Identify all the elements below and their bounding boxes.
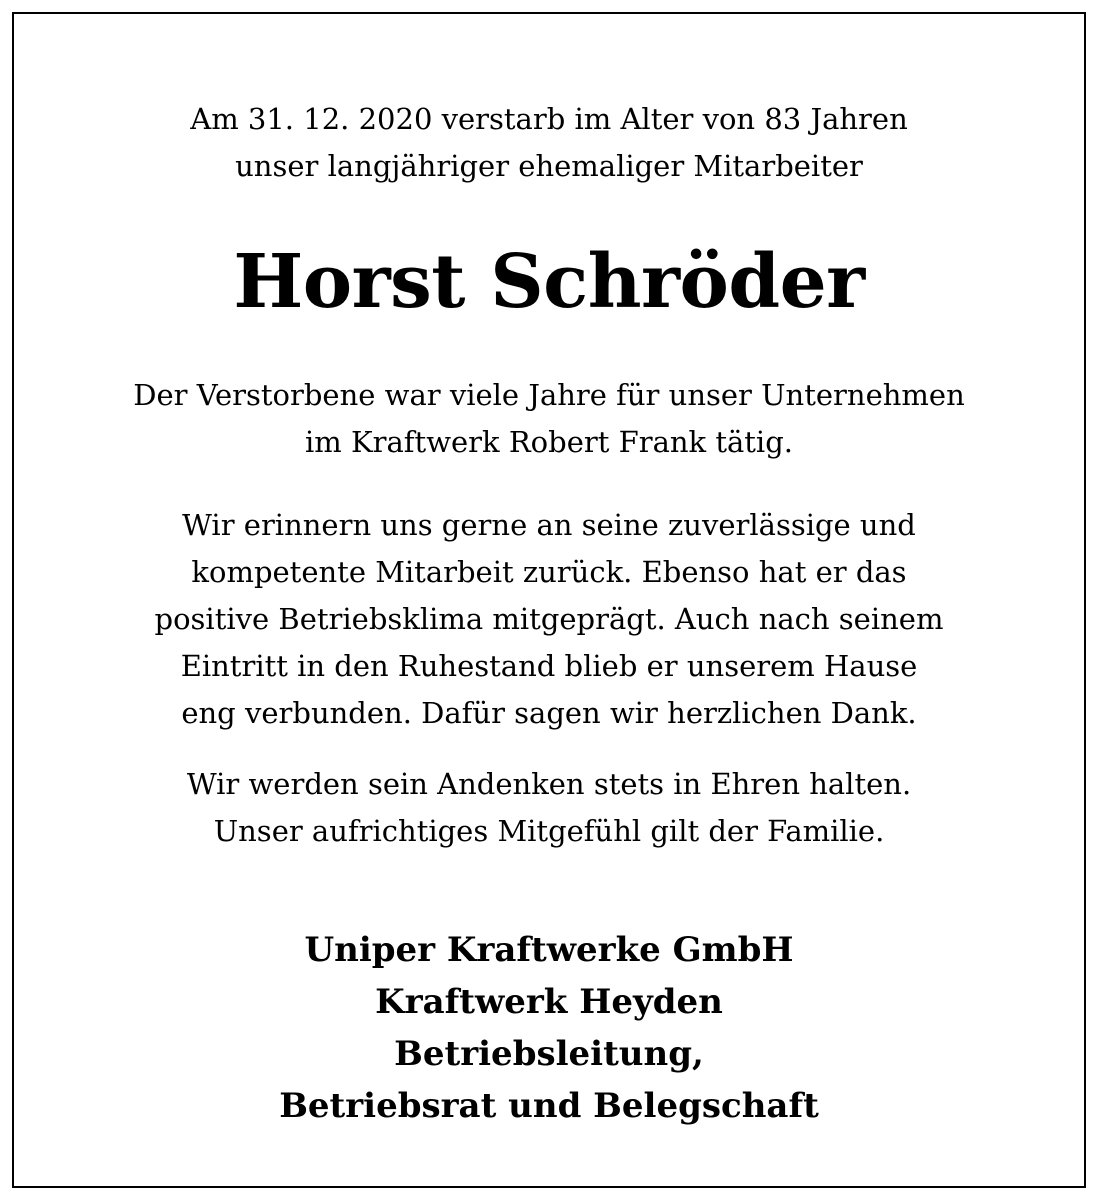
paragraph-tenure <box>14 372 1084 466</box>
signature-block <box>14 924 1084 1132</box>
paragraph-line: im Kraftwerk Robert Frank tätig. <box>305 425 793 459</box>
paragraph-line: Wir werden sein Andenken stets in Ehren halten. <box>186 767 912 801</box>
paragraph-line: Unser aufrichtiges Mitgefühl gilt der Familie. <box>213 814 885 848</box>
paragraph-line: positive Betriebsklima mitgeprägt. Auch nach seinem <box>154 602 944 636</box>
paragraph-line: Eintritt in den Ruhestand blieb er unserem Hause <box>180 649 918 683</box>
paragraph-line: Der Verstorbene war viele Jahre für unser Unternehmen <box>133 378 965 412</box>
paragraph-line: Wir erinnern uns gerne an seine zuverlässige und <box>182 508 916 542</box>
intro-line: Am 31. 12. 2020 verstarb im Alter von 83 Jahren <box>190 102 908 136</box>
signature-line: Betriebsleitung, <box>394 1034 704 1074</box>
deceased-name: Horst Schröder <box>233 239 865 325</box>
signature-line: Uniper Kraftwerke GmbH <box>304 930 794 970</box>
intro-text <box>14 96 1084 190</box>
obituary-frame <box>12 12 1086 1188</box>
paragraph-memories <box>14 502 1084 737</box>
signature-line: Kraftwerk Heyden <box>375 982 723 1022</box>
paragraph-condolence <box>14 761 1084 855</box>
signature-line: Betriebsrat und Belegschaft <box>279 1086 819 1126</box>
intro-line: unser langjähriger ehemaliger Mitarbeiter <box>235 149 863 183</box>
paragraph-line: kompetente Mitarbeit zurück. Ebenso hat er das <box>191 555 907 589</box>
paragraph-line: eng verbunden. Dafür sagen wir herzlichen Dank. <box>181 696 917 730</box>
